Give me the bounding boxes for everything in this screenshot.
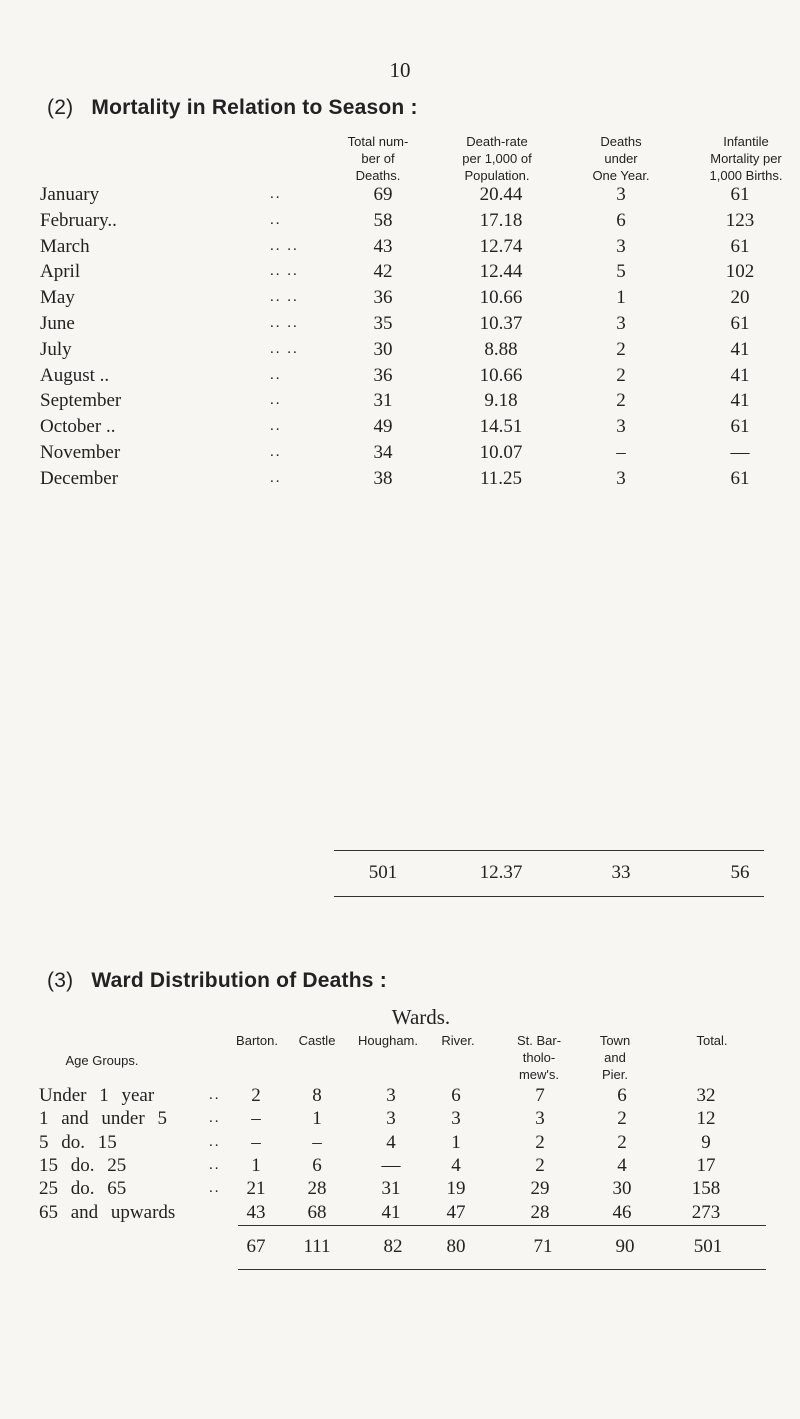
under-one-cell: 5	[616, 261, 626, 283]
month-label: June	[40, 313, 75, 334]
hougham-cell: 3	[386, 1085, 396, 1106]
hougham-cell: 31	[381, 1178, 401, 1200]
month-label: February..	[40, 209, 117, 231]
section-2-totals-row	[0, 862, 800, 888]
age-group-label: 15 do. 25	[39, 1154, 127, 1176]
st-bartholomews-cell: 3	[535, 1108, 545, 1130]
deaths-cell: 34	[373, 442, 393, 463]
header-hougham	[358, 1032, 418, 1049]
death-rate-cell: 12.44	[479, 261, 523, 283]
section-3-total-rule-top	[238, 1225, 766, 1226]
month-label: September	[40, 390, 122, 412]
deaths-cell: 31	[373, 390, 393, 412]
header-death-rate-line: Death-rate	[466, 134, 528, 149]
town-and-pier-cell: 46	[612, 1201, 632, 1223]
age-group-row	[0, 1108, 800, 1134]
total-cell: 17	[696, 1154, 716, 1176]
month-row	[0, 390, 800, 416]
month-row	[0, 442, 800, 468]
st-bartholomews-cell: 28	[530, 1201, 550, 1223]
header-st-bartholomews	[517, 1032, 561, 1083]
total-river-cell: 80	[446, 1236, 466, 1257]
section-3-number: (3)	[47, 969, 74, 992]
under-one-cell: 2	[616, 338, 626, 360]
section-2-title: Mortality in Relation to Season :	[91, 96, 418, 119]
header-total	[696, 1032, 727, 1049]
header-infantile-mortality-line: Mortality per	[710, 151, 782, 166]
header-death-rate-line: per 1,000 of	[462, 151, 532, 166]
town-and-pier-cell: 2	[617, 1131, 627, 1153]
under-one-cell: 3	[616, 467, 626, 489]
leader-dots: ..	[270, 418, 282, 435]
st-bartholomews-cell: 7	[535, 1085, 545, 1106]
leader-dots: ..	[209, 1087, 221, 1103]
death-rate-cell: 10.66	[479, 364, 523, 386]
header-castle	[299, 1032, 336, 1049]
total-death-rate: 12.37	[479, 862, 523, 883]
total-total-cell: 501	[693, 1236, 723, 1257]
header-total-deaths	[348, 133, 409, 184]
hougham-cell: 4	[386, 1131, 396, 1153]
under-one-cell: 2	[616, 364, 626, 386]
infantile-mortality-cell: 41	[730, 390, 750, 412]
section-2-total-rule-bottom	[334, 896, 764, 897]
barton-cell: –	[251, 1108, 261, 1130]
age-group-row	[0, 1132, 800, 1158]
month-label: March	[40, 235, 90, 257]
deaths-cell: 49	[373, 416, 393, 438]
river-cell: 47	[446, 1201, 466, 1223]
age-group-label: 25 do. 65	[39, 1178, 127, 1200]
total-under-one-year: 33	[611, 862, 631, 883]
header-deaths-under-one-line: under	[604, 151, 638, 166]
barton-cell: 21	[246, 1178, 266, 1200]
month-row	[0, 365, 800, 391]
section-3-total-rule-bottom	[238, 1269, 766, 1270]
deaths-cell: 36	[373, 364, 393, 386]
section-3-totals-row	[0, 1236, 800, 1262]
leader-dots: ..	[209, 1180, 221, 1197]
age-group-label: 1 and under 5	[39, 1108, 167, 1130]
header-river	[441, 1032, 474, 1049]
header-town-and-pier-line: Town	[599, 1033, 631, 1048]
death-rate-cell: 14.51	[479, 416, 523, 438]
header-hougham-line: Hougham.	[358, 1033, 418, 1048]
month-row	[0, 184, 800, 210]
death-rate-cell: 9.18	[484, 390, 518, 412]
castle-cell: –	[312, 1131, 322, 1153]
age-group-label: 65 and upwards	[39, 1201, 176, 1223]
town-and-pier-cell: 4	[617, 1154, 627, 1176]
leader-dots: ..	[270, 366, 282, 383]
leader-dots: ..	[270, 469, 282, 486]
st-bartholomews-cell: 2	[535, 1131, 545, 1153]
barton-cell: 1	[251, 1154, 261, 1176]
barton-cell: –	[251, 1131, 261, 1153]
month-label: July	[40, 338, 72, 360]
leader-dots: ..	[270, 186, 282, 202]
age-groups-label: Age Groups.	[65, 1053, 139, 1068]
section-2-total-rule-top	[334, 850, 764, 851]
age-group-row	[0, 1085, 800, 1111]
infantile-mortality-cell: 41	[730, 338, 750, 360]
infantile-mortality-cell: 61	[730, 235, 750, 257]
leader-dots: ..	[209, 1156, 221, 1173]
total-hougham-cell: 82	[383, 1236, 403, 1257]
under-one-cell: 3	[616, 313, 626, 334]
header-infantile-mortality-line: Infantile	[723, 134, 769, 149]
under-one-cell: 6	[616, 209, 626, 231]
header-st-bartholomews-line: mew's.	[518, 1067, 560, 1082]
age-group-row	[0, 1155, 800, 1181]
header-death-rate-line: Population.	[464, 168, 530, 183]
river-cell: 19	[446, 1178, 466, 1200]
month-label: August ..	[40, 364, 110, 386]
castle-cell: 6	[312, 1154, 322, 1176]
month-row	[0, 339, 800, 365]
infantile-mortality-cell: 41	[730, 364, 750, 386]
leader-dots: ..	[270, 211, 282, 228]
header-town-and-pier	[600, 1032, 630, 1083]
leader-dots: ..	[270, 444, 282, 460]
month-label: December	[40, 467, 119, 489]
castle-cell: 28	[307, 1178, 327, 1200]
header-barton	[236, 1032, 278, 1049]
total-st-bartholomews-cell: 71	[533, 1236, 553, 1257]
hougham-cell: —	[381, 1154, 401, 1176]
deaths-cell: 35	[373, 313, 393, 334]
month-label: November	[40, 442, 121, 463]
castle-cell: 68	[307, 1201, 327, 1223]
river-cell: 3	[451, 1108, 461, 1130]
hougham-cell: 3	[386, 1108, 396, 1130]
town-and-pier-cell: 30	[612, 1178, 632, 1200]
castle-cell: 1	[312, 1108, 322, 1130]
death-rate-cell: 20.44	[479, 184, 523, 205]
header-total-deaths-line: ber of	[361, 151, 395, 166]
leader-dots: ..	[209, 1110, 221, 1127]
deaths-cell: 43	[373, 235, 393, 257]
infantile-mortality-cell: 102	[725, 261, 755, 283]
river-cell: 6	[451, 1085, 461, 1106]
header-deaths-under-one-line: Deaths	[600, 134, 642, 149]
under-one-cell: 3	[616, 184, 626, 205]
total-cell: 9	[701, 1131, 711, 1153]
header-infantile-mortality-line: 1,000 Births.	[709, 168, 783, 183]
leader-dots: .. ..	[270, 315, 299, 331]
month-row	[0, 468, 800, 494]
wards-label: Wards.	[391, 1005, 451, 1029]
month-row	[0, 313, 800, 339]
river-cell: 1	[451, 1131, 461, 1153]
deaths-cell: 69	[373, 184, 393, 205]
section-3-heading	[47, 969, 387, 993]
leader-dots: ..	[209, 1133, 221, 1150]
leader-dots: .. ..	[270, 340, 299, 357]
header-total-deaths-line: Deaths.	[355, 168, 401, 183]
infantile-mortality-cell: 20	[730, 287, 750, 309]
death-rate-cell: 10.66	[479, 287, 523, 309]
header-town-and-pier-line: and	[604, 1050, 626, 1065]
deaths-cell: 30	[373, 338, 393, 360]
total-cell: 32	[696, 1085, 716, 1106]
header-river-line: River.	[441, 1033, 475, 1048]
under-one-cell: 3	[616, 416, 626, 438]
hougham-cell: 41	[381, 1201, 401, 1223]
leader-dots: .. ..	[270, 263, 299, 280]
total-town-and-pier-cell: 90	[615, 1236, 635, 1257]
town-and-pier-cell: 6	[617, 1085, 627, 1106]
castle-cell: 8	[312, 1085, 322, 1106]
barton-cell: 2	[251, 1085, 261, 1106]
section-2-number: (2)	[47, 96, 74, 119]
header-st-bartholomews-line: tholo-	[522, 1050, 556, 1065]
total-barton-cell: 67	[246, 1236, 266, 1257]
under-one-cell: 2	[616, 390, 626, 412]
town-and-pier-cell: 2	[617, 1108, 627, 1130]
month-row	[0, 261, 800, 287]
leader-dots: .. ..	[270, 289, 299, 306]
st-bartholomews-cell: 2	[535, 1154, 545, 1176]
deaths-cell: 36	[373, 287, 393, 309]
header-total-line: Total.	[696, 1033, 728, 1048]
total-cell: 273	[691, 1201, 721, 1223]
age-group-label: 5 do. 15	[39, 1131, 117, 1153]
header-castle-line: Castle	[298, 1033, 336, 1048]
month-row	[0, 236, 800, 262]
deaths-cell: 42	[373, 261, 393, 283]
month-row	[0, 287, 800, 313]
header-barton-line: Barton.	[236, 1033, 278, 1048]
st-bartholomews-cell: 29	[530, 1178, 550, 1200]
month-label: October ..	[40, 416, 116, 438]
age-group-label: Under 1 year	[39, 1085, 155, 1106]
death-rate-cell: 17.18	[479, 209, 523, 231]
month-label: April	[40, 261, 81, 283]
leader-dots: ..	[270, 392, 282, 409]
total-castle-cell: 111	[303, 1236, 331, 1257]
total-infantile-mortality: 56	[730, 862, 750, 883]
infantile-mortality-cell: 61	[730, 184, 750, 205]
death-rate-cell: 12.74	[479, 235, 523, 257]
header-total-deaths-line: Total num-	[347, 134, 409, 149]
month-label: January	[40, 184, 100, 205]
age-group-row	[0, 1178, 800, 1204]
death-rate-cell: 11.25	[479, 467, 523, 489]
total-cell: 12	[696, 1108, 716, 1130]
infantile-mortality-cell: 61	[730, 467, 750, 489]
age-group-row	[0, 1202, 800, 1228]
total-deaths: 501	[368, 862, 398, 883]
header-death-rate	[462, 133, 531, 184]
total-cell: 158	[691, 1178, 721, 1200]
section-3-title: Ward Distribution of Deaths :	[91, 969, 387, 992]
under-one-cell: 3	[616, 235, 626, 257]
under-one-cell: –	[616, 442, 626, 463]
header-infantile-mortality	[710, 133, 783, 184]
infantile-mortality-cell: 61	[730, 416, 750, 438]
deaths-cell: 38	[373, 467, 393, 489]
infantile-mortality-cell: —	[730, 442, 750, 463]
section-2-heading	[47, 96, 418, 120]
header-st-bartholomews-line: St. Bar-	[516, 1033, 562, 1048]
death-rate-cell: 10.07	[479, 442, 523, 463]
month-label: May	[40, 287, 75, 309]
river-cell: 4	[451, 1154, 461, 1176]
deaths-cell: 58	[373, 209, 393, 231]
page-number: 10	[389, 58, 411, 82]
month-row	[0, 210, 800, 236]
infantile-mortality-cell: 61	[730, 313, 750, 334]
leader-dots: .. ..	[270, 237, 299, 254]
under-one-cell: 1	[616, 287, 626, 309]
month-row	[0, 416, 800, 442]
header-deaths-under-one-line: One Year.	[592, 168, 650, 183]
death-rate-cell: 8.88	[484, 338, 518, 360]
barton-cell: 43	[246, 1201, 266, 1223]
death-rate-cell: 10.37	[479, 313, 523, 334]
header-town-and-pier-line: Pier.	[601, 1067, 629, 1082]
header-deaths-under-one	[592, 133, 649, 184]
infantile-mortality-cell: 123	[725, 209, 755, 231]
